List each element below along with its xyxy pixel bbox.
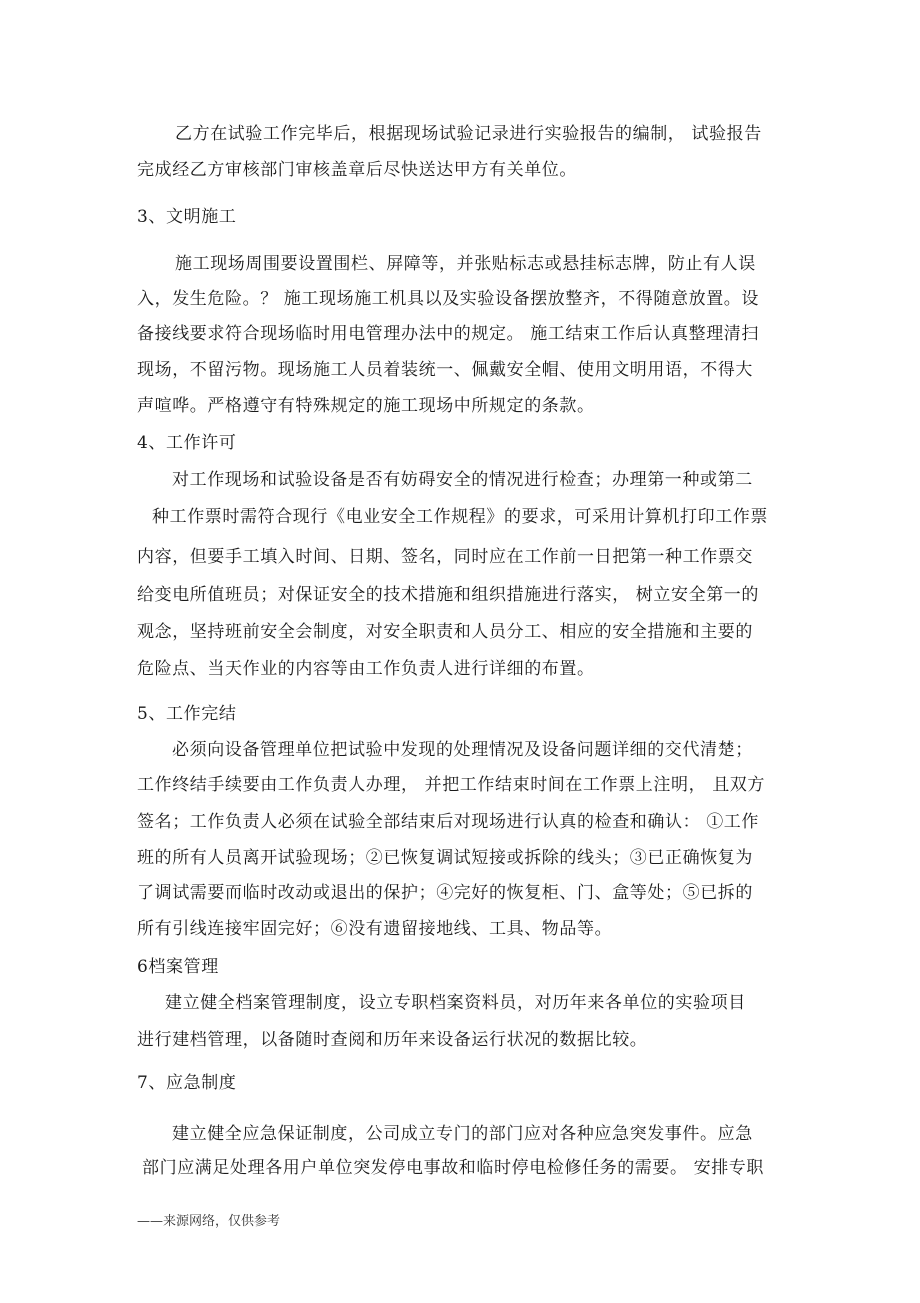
body-line: 建立健全档案管理制度，设立专职档案资料员，对历年来各单位的实验项目 bbox=[165, 993, 746, 1013]
body-line: 建立健全应急保证制度，公司成立专门的部门应对各种应急突发事件。应急 bbox=[172, 1124, 753, 1144]
body-line: 工作终结手续要由工作负责人办理， 并把工作结束时间在工作票上注明， 且双方 bbox=[137, 775, 766, 795]
section-heading: 3、文明施工 bbox=[137, 207, 237, 227]
body-line: 入，发生危险。？ 施工现场施工机具以及实验设备摆放整齐，不得随意放置。设 bbox=[137, 289, 760, 309]
section-heading: 7、应急制度 bbox=[137, 1073, 237, 1093]
body-line: 完成经乙方审核部门审核盖章后尽快送达甲方有关单位。 bbox=[137, 160, 577, 180]
section-heading: 4、工作许可 bbox=[137, 433, 237, 453]
body-line: 声喧哗。严格遵守有特殊规定的施工现场中所规定的条款。 bbox=[137, 396, 595, 416]
body-line: 施工现场周围要设置围栏、屏障等，并张贴标志或悬挂标志牌，防止有人误 bbox=[175, 254, 756, 274]
footer-source-note: ——来源网络，仅供参考 bbox=[137, 1214, 281, 1229]
body-line: 所有引线连接牢固完好；⑥没有遗留接地线、工具、物品等。 bbox=[137, 919, 613, 939]
body-line: 乙方在试验工作完毕后，根据现场试验记录进行实验报告的编制， 试验报告 bbox=[175, 124, 762, 144]
body-line: 部门应满足处理各用户单位突发停电事故和临时停电检修任务的需要。 安排专职 bbox=[142, 1158, 765, 1178]
body-line: 内容，但要手工填入时间、日期、签名，同时应在工作前一日把第一种工作票交 bbox=[137, 547, 753, 567]
body-line: 危险点、当天作业的内容等由工作负责人进行详细的布置。 bbox=[137, 659, 595, 679]
body-line: 了调试需要而临时改动或退出的保护；④完好的恢复柜、门、盒等处；⑤已拆的 bbox=[137, 883, 753, 903]
section-heading: 6档案管理 bbox=[137, 957, 219, 977]
body-line: 种工作票时需符合现行《电业安全工作规程》的要求，可采用计算机打印工作票 bbox=[152, 507, 768, 527]
body-line: 对工作现场和试验设备是否有妨碍安全的情况进行检查；办理第一种或第二 bbox=[172, 470, 753, 490]
body-line: 给变电所值班员；对保证安全的技术措施和组织措施进行落实， 树立安全第一的 bbox=[137, 585, 760, 605]
body-line: 班的所有人员离开试验现场；②已恢复调试短接或拆除的线头；③已正确恢复为 bbox=[137, 848, 753, 868]
body-line: 必须向设备管理单位把试验中发现的处理情况及设备问题详细的交代清楚； bbox=[172, 740, 753, 760]
body-line: 签名；工作负责人必须在试验全部结束后对现场进行认真的检查和确认： ①工作 bbox=[137, 812, 760, 832]
section-heading: 5、工作完结 bbox=[137, 704, 237, 724]
body-line: 进行建档管理，以备随时查阅和历年来设备运行状况的数据比较。 bbox=[137, 1030, 648, 1050]
body-line: 备接线要求符合现场临时用电管理办法中的规定。 施工结束工作后认真整理清扫 bbox=[137, 324, 760, 344]
body-line: 现场，不留污物。现场施工人员着装统一、佩戴安全帽、使用文明用语，不得大 bbox=[137, 360, 753, 380]
body-line: 观念，坚持班前安全会制度，对安全职责和人员分工、相应的安全措施和主要的 bbox=[137, 622, 753, 642]
